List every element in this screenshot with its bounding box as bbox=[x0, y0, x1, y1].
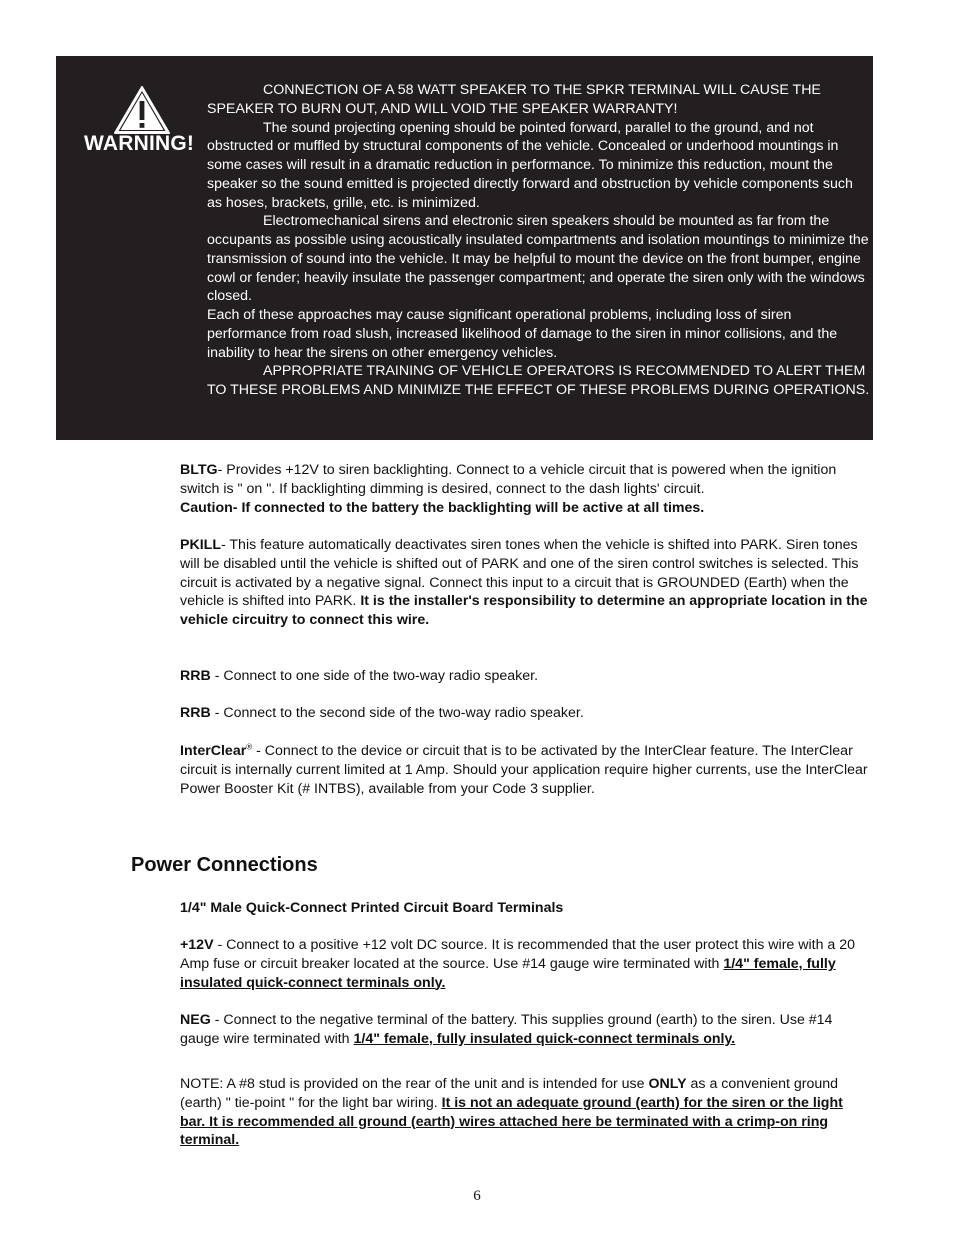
rrb2-term: RRB bbox=[180, 705, 211, 721]
warning-paragraph-4: Each of these approaches may cause significant operational problems, including loss of siren performance from road slush, increased likelihood of damage to the siren in minor collisions, and the inability to hear the sirens on other emergency vehicles. bbox=[207, 307, 838, 361]
v12-term: +12V bbox=[180, 937, 214, 953]
warning-text bbox=[207, 81, 871, 400]
pkill-section bbox=[180, 536, 870, 630]
power-subtitle-text: 1/4" Male Quick-Connect Printed Circuit Board Terminals bbox=[180, 900, 564, 916]
power-subtitle bbox=[180, 899, 870, 918]
neg-section bbox=[180, 1011, 870, 1049]
pkill-bold: It is the installer's responsibility to determine an appropriate location in the vehicle circuitry to connect this wire. bbox=[180, 593, 868, 628]
bltg-term: BLTG bbox=[180, 462, 218, 478]
warning-paragraph-3: Electromechanical sirens and electronic siren speakers should be mounted as far from the occupants as possible using acoustically insulated compartments and isolation mountings to minimize the transmission of sound into the vehicle. It may be helpful to mount the device on the front bumper, engine cowl or fender; heavily insulate the passenger compartment; and operate the siren only with the windows closed. bbox=[207, 213, 869, 305]
interclear-term: InterClear bbox=[180, 743, 247, 759]
interclear-section bbox=[180, 742, 870, 798]
warning-triangle-icon bbox=[112, 84, 172, 136]
page-number: 6 bbox=[473, 1188, 481, 1204]
neg-text: - Connect to the negative terminal of the battery. This supplies ground (earth) to the siren. Use #14 gauge wire terminated with bbox=[180, 1012, 833, 1047]
note-pre: NOTE: A #8 stud is provided on the rear of the unit and is intended for use bbox=[180, 1076, 649, 1092]
pkill-term: PKILL bbox=[180, 537, 221, 553]
note-only: ONLY bbox=[648, 1076, 687, 1092]
neg-underline: 1/4" female, fully insulated quick-connect terminals only. bbox=[353, 1030, 736, 1047]
warning-paragraph-2: The sound projecting opening should be pointed forward, parallel to the ground, and not obstructed or muffled by structural components of the vehicle. Concealed or underhood mountings in some cases will result in a dramatic reduction in performance. To minimize this reduction, mount the speaker so the sound emitted is projected directly forward and obstruction by vehicle components such as hoses, brackets, grille, etc. is minimized. bbox=[207, 119, 853, 211]
warning-label: WARNING! bbox=[84, 132, 195, 155]
rrb1-text: - Connect to one side of the two-way radio speaker. bbox=[210, 668, 539, 684]
rrb-section-2 bbox=[180, 704, 870, 723]
v12-section bbox=[180, 936, 870, 992]
warning-box bbox=[56, 56, 873, 440]
bltg-section bbox=[180, 461, 870, 517]
v12-text: - Connect to a positive +12 volt DC source. It is recommended that the user protect this wire with a 20 Amp fuse or circuit breaker located at the source. Use #14 gauge wire terminated with bbox=[180, 937, 856, 972]
note-mid: as a convenient ground (earth) " tie-point " for the light bar wiring. bbox=[180, 1076, 839, 1111]
rrb2-text: - Connect to the second side of the two-way radio speaker. bbox=[210, 705, 584, 721]
rrb1-term: RRB bbox=[180, 668, 211, 684]
interclear-text: - Connect to the device or circuit that is to be activated by the InterClear feature. The InterClear circuit is internally current limited at 1 Amp. Should your application require higher currents, use the InterClear Power Booster Kit (# INTBS), available from your Code 3 supplier. bbox=[180, 743, 868, 797]
neg-term: NEG bbox=[180, 1012, 211, 1028]
registered-mark: ® bbox=[246, 742, 253, 752]
rrb-section-1 bbox=[180, 667, 870, 686]
note-section bbox=[180, 1075, 870, 1150]
bltg-caution: Caution- If connected to the battery the backlighting will be active at all times. bbox=[180, 499, 705, 516]
warning-paragraph-5: APPROPRIATE TRAINING OF VEHICLE OPERATORS IS RECOMMENDED TO ALERT THEM TO THESE PROBLEMS AND MINIMIZE THE EFFECT OF THESE PROBLEMS DURING OPERATIONS. bbox=[207, 363, 870, 398]
warning-paragraph-1: CONNECTION OF A 58 WATT SPEAKER TO THE SPKR TERMINAL WILL CAUSE THE SPEAKER TO BURN OUT, AND WILL VOID THE SPEAKER WARRANTY! bbox=[207, 82, 821, 117]
pkill-text: - This feature automatically deactivates siren tones when the vehicle is shifted into PARK. Siren tones will be disabled until the vehicle is shifted out of PARK and one of the siren control switches is selected. This circuit is activated by a negative signal. Connect this input to a circuit that is GROUNDED (Earth) when the vehicle is shifted into PARK. bbox=[180, 537, 859, 610]
bltg-text: - Provides +12V to siren backlighting. Connect to a vehicle circuit that is powered when the ignition switch is " on ". If backlighting dimming is desired, connect to the dash lights' circuit. bbox=[180, 462, 837, 497]
power-connections-heading: Power Connections bbox=[131, 854, 318, 876]
note-underline: It is not an adequate ground (earth) for the siren or the light bar. It is recommended all ground (earth) wires attached here be terminated with a crimp-on ring terminal. bbox=[180, 1094, 843, 1149]
v12-underline: 1/4" female, fully insulated quick-connect terminals only. bbox=[180, 955, 836, 991]
